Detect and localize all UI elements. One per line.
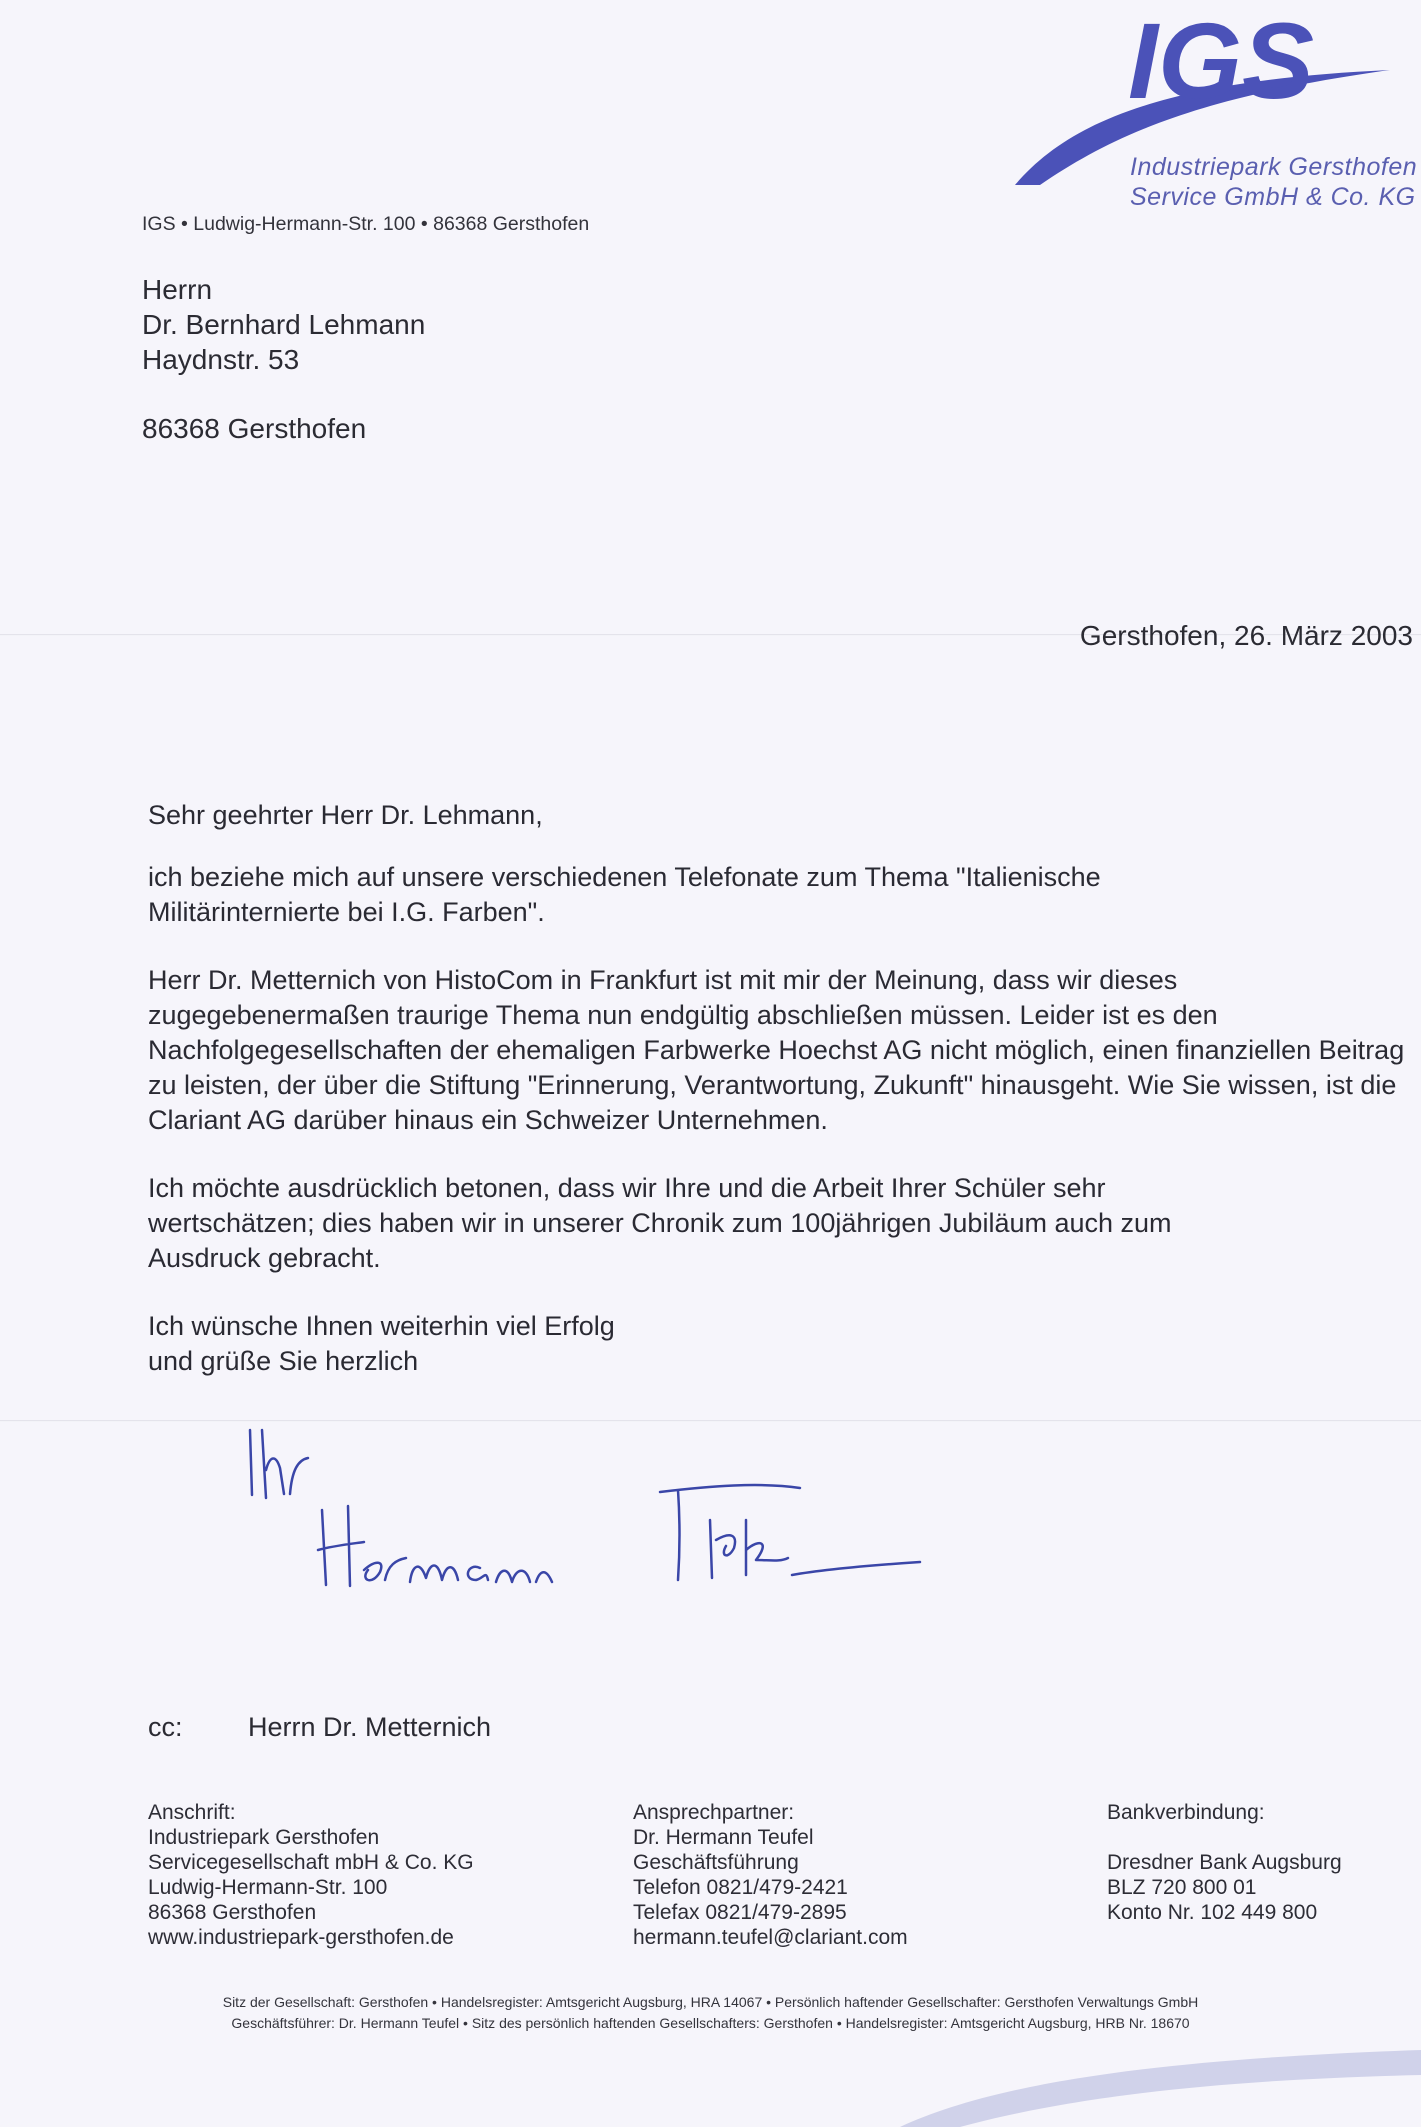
- cc-recipient: Herrn Dr. Metternich: [248, 1712, 492, 1742]
- footer-bank-heading: Bankverbindung:: [1107, 1801, 1265, 1824]
- footer-address: [148, 1800, 474, 1950]
- company-name-line1: Industriepark Gersthofen: [1130, 153, 1418, 181]
- paragraph-2: Herr Dr. Metternich von HistoCom in Frankfurt ist mit mir der Meinung, dass wir dieses zugegebenermaßen traurige Thema nun endgültig abschließen müssen. Leider ist es den Nachfolgegesellschaften der ehemaligen Farbwerke Hoechst AG nicht möglich, einen finanziellen Beitrag zu leisten, der über die Stiftung "Erinnerung, Verantwortung, Zukunft" hinausgeht. Wie Sie wissen, ist die Clariant AG darüber hinaus ein Schweizer Unternehmen.: [148, 965, 1405, 1135]
- footer-contact-heading: Ansprechpartner:: [633, 1801, 795, 1824]
- footer-contact-line: Telefon 0821/479-2421: [633, 1876, 848, 1899]
- paragraph-3: Ich möchte ausdrücklich betonen, dass wir Ihre und die Arbeit Ihrer Schüler sehr wertschätzen; dies haben wir in unserer Chronik zum 100jährigen Jubiläum auch zum Ausdruck gebracht.: [148, 1173, 1172, 1273]
- letter-body: [148, 798, 1418, 1379]
- footer-bank-line: BLZ 720 800 01: [1107, 1876, 1257, 1899]
- footer-swoosh-icon: [900, 2020, 1421, 2127]
- logo-wordmark: IGS: [1128, 0, 1315, 121]
- footer-bank-line: Konto Nr. 102 449 800: [1107, 1901, 1318, 1924]
- recipient-address: [142, 272, 425, 446]
- letter-date: Gersthofen, 26. März 2003: [1079, 620, 1413, 651]
- footer-bank: [1107, 1800, 1342, 1925]
- footer-address-line: 86368 Gersthofen: [148, 1901, 317, 1924]
- paragraph-1: ich beziehe mich auf unsere verschiedenen Telefonate zum Thema "Italienische Militärinternierte bei I.G. Farben".: [148, 862, 1101, 927]
- letter-closing: [148, 1309, 1418, 1379]
- footer-bank-line: Dresdner Bank Augsburg: [1107, 1851, 1342, 1874]
- closing-line-1: Ich wünsche Ihnen weiterhin viel Erfolg: [148, 1311, 615, 1341]
- footer-contact-line: Dr. Hermann Teufel: [633, 1826, 814, 1849]
- company-name: [1130, 152, 1417, 212]
- footer-contact-line: Geschäftsführung: [633, 1851, 799, 1874]
- letter-salutation: Sehr geehrter Herr Dr. Lehmann,: [148, 800, 543, 830]
- footer-address-line: Industriepark Gersthofen: [148, 1826, 380, 1849]
- footer-website-link: www.industriepark-gersthofen.de: [148, 1926, 454, 1949]
- cc-label: cc:: [148, 1712, 183, 1742]
- footer-email: hermann.teufel@clariant.com: [633, 1926, 908, 1949]
- recipient-salutation: Herrn: [142, 274, 213, 305]
- recipient-name: Dr. Bernhard Lehmann: [142, 309, 426, 340]
- handwritten-signature: [240, 1410, 940, 1620]
- legal-line-2: Geschäftsführer: Dr. Hermann Teufel • Sitz des persönlich haftenden Gesellschafters: Gersthofen • Handelsregister: Amtsgericht Augsburg, HRB Nr. 18670: [231, 2015, 1190, 2031]
- footer-contact-line: Telefax 0821/479-2895: [633, 1901, 847, 1924]
- legal-line-1: Sitz der Gesellschaft: Gersthofen • Handelsregister: Amtsgericht Augsburg, HRA 14067 • Persönlich haftender Gesellschafter: Gersthofen Verwaltungs GmbH: [222, 1994, 1199, 2010]
- footer-contact: [633, 1800, 908, 1950]
- cc-line: [148, 1712, 491, 1743]
- company-name-line2: Service GmbH & Co. KG: [1130, 183, 1416, 211]
- footer-address-line: Ludwig-Hermann-Str. 100: [148, 1876, 388, 1899]
- recipient-street: Haydnstr. 53: [142, 344, 300, 375]
- sender-line: IGS • Ludwig-Hermann-Str. 100 • 86368 Gersthofen: [142, 213, 590, 235]
- footer-address-line: Servicegesellschaft mbH & Co. KG: [148, 1851, 474, 1874]
- footer-address-heading: Anschrift:: [148, 1801, 236, 1824]
- recipient-city: 86368 Gersthofen: [142, 413, 367, 444]
- closing-line-2: und grüße Sie herzlich: [148, 1346, 419, 1376]
